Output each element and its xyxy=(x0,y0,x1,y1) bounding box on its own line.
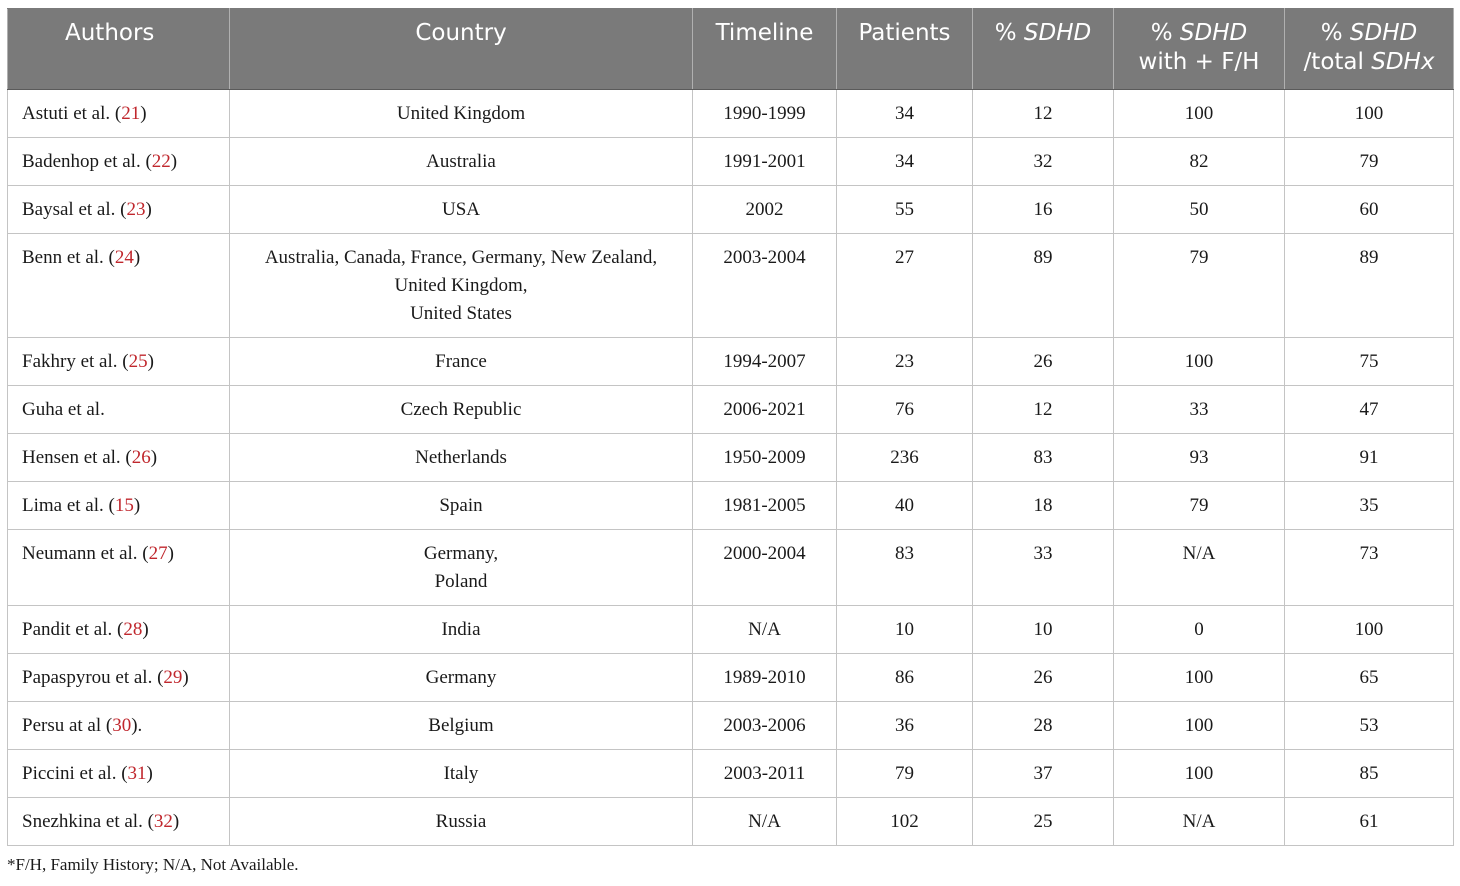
reference-link[interactable]: 22 xyxy=(151,151,171,172)
author-name: Persu at al ( xyxy=(22,715,113,736)
table-row xyxy=(8,138,1454,186)
cell-country xyxy=(230,606,693,654)
reference-link[interactable]: 27 xyxy=(148,543,168,564)
reference-link[interactable]: 29 xyxy=(163,667,183,688)
country-line: Germany, xyxy=(423,543,499,564)
cell-timeline: 2006-2021 xyxy=(693,386,837,434)
cell-sdhd-total: 73 xyxy=(1285,530,1454,606)
author-suffix: ) xyxy=(172,811,180,832)
country-line: Italy xyxy=(443,763,479,784)
reference-link[interactable]: 28 xyxy=(123,619,143,640)
table-body xyxy=(8,90,1454,846)
author-name: Piccini et al. ( xyxy=(22,763,128,784)
cell-sdhd-total: 79 xyxy=(1285,138,1454,186)
header-sdhd: % SDHD xyxy=(973,9,1114,90)
country-line: United Kingdom, xyxy=(394,275,528,296)
cell-country xyxy=(230,750,693,798)
cell-sdhd-fh: 79 xyxy=(1114,234,1285,338)
cell-author xyxy=(8,386,230,434)
table-row xyxy=(8,530,1454,606)
cell-sdhd: 26 xyxy=(973,654,1114,702)
header-timeline: Timeline xyxy=(693,9,837,90)
country-line: Poland xyxy=(434,571,488,592)
cell-sdhd-total: 47 xyxy=(1285,386,1454,434)
cell-sdhd-fh: 100 xyxy=(1114,750,1285,798)
cell-patients: 76 xyxy=(837,386,973,434)
cell-sdhd-total: 100 xyxy=(1285,90,1454,138)
author-suffix: ) xyxy=(150,447,158,468)
cell-country xyxy=(230,530,693,606)
cell-sdhd-total: 100 xyxy=(1285,606,1454,654)
table-row xyxy=(8,798,1454,846)
cell-country xyxy=(230,654,693,702)
header-sdhd-total: % SDHD /total SDHx xyxy=(1285,9,1454,90)
cell-sdhd-total: 61 xyxy=(1285,798,1454,846)
cell-country xyxy=(230,90,693,138)
cell-sdhd: 25 xyxy=(973,798,1114,846)
cell-sdhd-fh: N/A xyxy=(1114,798,1285,846)
cell-timeline: 2000-2004 xyxy=(693,530,837,606)
cell-sdhd: 83 xyxy=(973,434,1114,482)
table-row xyxy=(8,482,1454,530)
author-suffix: ) xyxy=(170,151,178,172)
table-row xyxy=(8,606,1454,654)
cell-author xyxy=(8,606,230,654)
reference-link[interactable]: 21 xyxy=(121,103,141,124)
cell-patients: 23 xyxy=(837,338,973,386)
cell-timeline: 2003-2011 xyxy=(693,750,837,798)
data-table xyxy=(7,8,1454,846)
cell-sdhd-fh: 93 xyxy=(1114,434,1285,482)
cell-timeline: N/A xyxy=(693,606,837,654)
country-line: Germany xyxy=(425,667,497,688)
author-name: Benn et al. ( xyxy=(22,247,115,268)
country-line: Australia, Canada, France, Germany, New Zealand, xyxy=(264,247,658,268)
cell-patients: 86 xyxy=(837,654,973,702)
author-suffix: ) xyxy=(140,103,147,124)
author-suffix: ) xyxy=(145,199,152,220)
table-row xyxy=(8,654,1454,702)
author-suffix: ) xyxy=(182,667,189,688)
cell-author xyxy=(8,798,230,846)
cell-timeline: 2003-2006 xyxy=(693,702,837,750)
table-row xyxy=(8,702,1454,750)
cell-sdhd: 28 xyxy=(973,702,1114,750)
cell-sdhd: 12 xyxy=(973,386,1114,434)
country-line: India xyxy=(441,619,481,640)
cell-timeline: 1990-1999 xyxy=(693,90,837,138)
cell-sdhd: 89 xyxy=(973,234,1114,338)
cell-sdhd-total: 85 xyxy=(1285,750,1454,798)
cell-sdhd-fh: 100 xyxy=(1114,338,1285,386)
table-row xyxy=(8,386,1454,434)
cell-patients: 34 xyxy=(837,138,973,186)
cell-timeline: 1981-2005 xyxy=(693,482,837,530)
reference-link[interactable]: 26 xyxy=(131,447,151,468)
cell-author xyxy=(8,750,230,798)
cell-timeline: 1989-2010 xyxy=(693,654,837,702)
cell-timeline: 1991-2001 xyxy=(693,138,837,186)
cell-sdhd-total: 89 xyxy=(1285,234,1454,338)
author-name: Snezhkina et al. ( xyxy=(22,811,154,832)
cell-sdhd-fh: 50 xyxy=(1114,186,1285,234)
cell-sdhd-fh: 0 xyxy=(1114,606,1285,654)
country-line: Russia xyxy=(435,811,487,832)
cell-sdhd-total: 65 xyxy=(1285,654,1454,702)
country-line: Czech Republic xyxy=(400,399,522,420)
country-line: Spain xyxy=(439,495,483,516)
cell-sdhd-total: 60 xyxy=(1285,186,1454,234)
cell-sdhd-fh: 82 xyxy=(1114,138,1285,186)
country-line: United States xyxy=(410,303,512,324)
reference-link[interactable]: 23 xyxy=(126,199,146,220)
cell-sdhd-fh: 100 xyxy=(1114,702,1285,750)
cell-author xyxy=(8,434,230,482)
cell-timeline: 1994-2007 xyxy=(693,338,837,386)
cell-sdhd: 16 xyxy=(973,186,1114,234)
table-row xyxy=(8,434,1454,482)
cell-country xyxy=(230,338,693,386)
author-name: Badenhop et al. ( xyxy=(22,151,152,172)
cell-timeline: N/A xyxy=(693,798,837,846)
author-suffix: ) xyxy=(133,247,141,268)
cell-sdhd: 18 xyxy=(973,482,1114,530)
cell-timeline: 2003-2004 xyxy=(693,234,837,338)
reference-link[interactable]: 15 xyxy=(114,495,134,516)
table-header xyxy=(8,9,1454,90)
cell-patients: 236 xyxy=(837,434,973,482)
cell-country xyxy=(230,386,693,434)
cell-patients: 79 xyxy=(837,750,973,798)
table-row xyxy=(8,338,1454,386)
cell-sdhd: 10 xyxy=(973,606,1114,654)
cell-sdhd: 12 xyxy=(973,90,1114,138)
author-suffix: ) xyxy=(133,495,141,516)
cell-patients: 102 xyxy=(837,798,973,846)
header-sdhd-fh: % SDHD with + F/H xyxy=(1114,9,1285,90)
cell-patients: 83 xyxy=(837,530,973,606)
reference-link[interactable]: 32 xyxy=(153,811,173,832)
cell-patients: 34 xyxy=(837,90,973,138)
table-footnote: *F/H, Family History; N/A, Not Available. xyxy=(7,855,299,874)
author-suffix: ) xyxy=(167,543,174,564)
cell-patients: 55 xyxy=(837,186,973,234)
cell-patients: 27 xyxy=(837,234,973,338)
cell-country xyxy=(230,434,693,482)
cell-timeline: 2002 xyxy=(693,186,837,234)
cell-patients: 36 xyxy=(837,702,973,750)
cell-sdhd-fh: 33 xyxy=(1114,386,1285,434)
country-line: France xyxy=(435,351,487,372)
author-name: Guha et al. xyxy=(22,399,105,420)
cell-sdhd: 26 xyxy=(973,338,1114,386)
cell-sdhd-fh: N/A xyxy=(1114,530,1285,606)
cell-timeline: 1950-2009 xyxy=(693,434,837,482)
author-name: Baysal et al. ( xyxy=(22,199,127,220)
cell-sdhd: 33 xyxy=(973,530,1114,606)
cell-sdhd: 32 xyxy=(973,138,1114,186)
country-line: USA xyxy=(441,199,480,220)
reference-link[interactable]: 30 xyxy=(112,715,132,736)
author-suffix: ) xyxy=(147,351,154,372)
author-suffix: ). xyxy=(131,715,143,736)
cell-sdhd-total: 91 xyxy=(1285,434,1454,482)
cell-country xyxy=(230,138,693,186)
country-line: Australia xyxy=(426,151,496,172)
author-name: Fakhry et al. ( xyxy=(22,351,129,372)
cell-author xyxy=(8,186,230,234)
cell-author xyxy=(8,90,230,138)
cell-author xyxy=(8,138,230,186)
cell-author xyxy=(8,338,230,386)
reference-link[interactable]: 24 xyxy=(114,247,134,268)
table-container xyxy=(7,8,1453,846)
reference-link[interactable]: 25 xyxy=(128,351,148,372)
table-row xyxy=(8,90,1454,138)
author-name: Lima et al. ( xyxy=(22,495,115,516)
cell-author xyxy=(8,702,230,750)
table-row xyxy=(8,234,1454,338)
cell-author xyxy=(8,530,230,606)
header-country: Country xyxy=(230,9,693,90)
cell-author xyxy=(8,654,230,702)
cell-sdhd-fh: 100 xyxy=(1114,654,1285,702)
author-name: Astuti et al. ( xyxy=(22,103,122,124)
country-line: Netherlands xyxy=(415,447,507,468)
author-name: Papaspyrou et al. ( xyxy=(22,667,164,688)
cell-sdhd-total: 53 xyxy=(1285,702,1454,750)
author-name: Hensen et al. ( xyxy=(22,447,132,468)
cell-country xyxy=(230,798,693,846)
country-line: United Kingdom xyxy=(396,103,526,124)
cell-country xyxy=(230,186,693,234)
cell-sdhd-total: 35 xyxy=(1285,482,1454,530)
cell-sdhd: 37 xyxy=(973,750,1114,798)
author-name: Pandit et al. ( xyxy=(22,619,124,640)
cell-patients: 10 xyxy=(837,606,973,654)
cell-country xyxy=(230,702,693,750)
reference-link[interactable]: 31 xyxy=(127,763,147,784)
header-patients: Patients xyxy=(837,9,973,90)
country-line: Belgium xyxy=(428,715,494,736)
author-suffix: ) xyxy=(146,763,153,784)
author-name: Neumann et al. ( xyxy=(22,543,149,564)
author-suffix: ) xyxy=(142,619,149,640)
cell-sdhd-total: 75 xyxy=(1285,338,1454,386)
cell-author xyxy=(8,482,230,530)
header-authors: Authors xyxy=(8,9,230,90)
cell-sdhd-fh: 100 xyxy=(1114,90,1285,138)
cell-patients: 40 xyxy=(837,482,973,530)
table-row xyxy=(8,186,1454,234)
table-row xyxy=(8,750,1454,798)
cell-country xyxy=(230,482,693,530)
cell-author xyxy=(8,234,230,338)
cell-sdhd-fh: 79 xyxy=(1114,482,1285,530)
cell-country xyxy=(230,234,693,338)
